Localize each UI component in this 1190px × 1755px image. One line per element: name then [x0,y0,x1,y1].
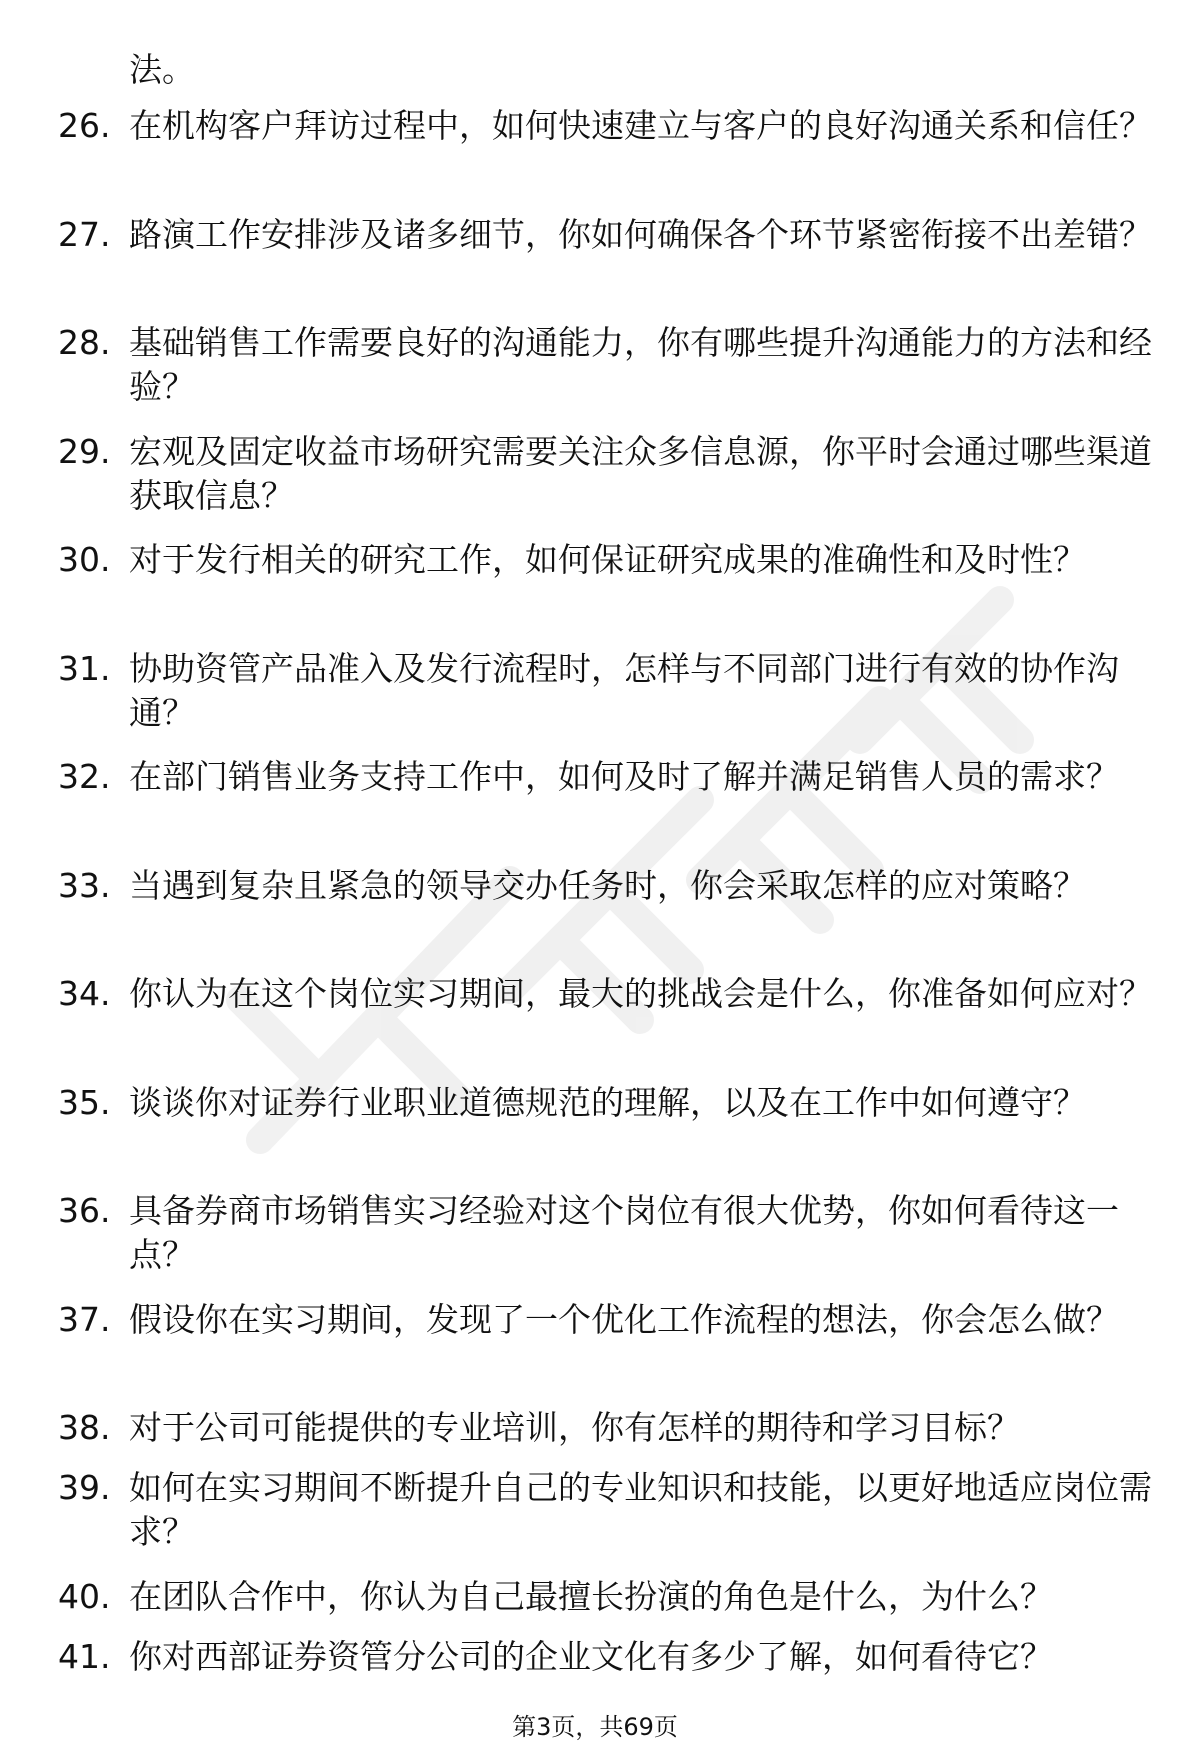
question-item [0,104,1190,213]
question-item [0,1406,1190,1466]
question-number: 36. [58,1191,111,1230]
question-item [0,972,1190,1081]
question-number: 33. [58,865,111,905]
question-text: 协助资管产品准入及发行流程时，怎样与不同部门进行有效的协作沟通？ [129,648,1119,732]
question-item [0,1635,1190,1695]
question-item [0,321,1190,430]
question-item [0,1081,1190,1190]
question-text: 基础销售工作需要良好的沟通能力，你有哪些提升沟通能力的方法和经验？ [129,323,1152,406]
question-text: 如何在实习期间不断提升自己的专业知识和技能，以更好地适应岗位需求？ [129,1468,1152,1551]
question-text: 具备券商市场销售实习经验对这个岗位有很大优势，你如何看待这一点？ [129,1191,1119,1274]
question-text: 你对西部证券资管分公司的企业文化有多少了解，如何看待它？ [129,1636,1053,1676]
question-text: 对于发行相关的研究工作，如何保证研究成果的准确性和及时性？ [129,540,1086,579]
question-text: 谈谈你对证券行业职业道德规范的理解，以及在工作中如何遵守？ [129,1082,1086,1122]
question-number: 38. [58,1408,111,1447]
question-number: 40. [58,1576,111,1616]
question-number: 32. [58,757,111,796]
question-text: 在部门销售业务支持工作中，如何及时了解并满足销售人员的需求？ [129,757,1119,796]
question-list [0,104,1190,1695]
question-text: 假设你在实习期间，发现了一个优化工作流程的想法，你会怎么做？ [129,1299,1119,1339]
question-item [0,647,1190,756]
question-number: 28. [58,323,111,362]
page-footer: 第3页，共69页 [512,1713,678,1741]
question-text: 在团队合作中，你认为自己最擅长扮演的角色是什么，为什么？ [129,1576,1053,1616]
question-number: 37. [58,1299,111,1339]
question-text: 当遇到复杂且紧急的领导交办任务时，你会采取怎样的应对策略？ [129,865,1086,905]
question-item [0,755,1190,864]
question-number: 35. [58,1082,111,1122]
question-number: 26. [58,106,111,145]
question-item [0,864,1190,973]
question-item [0,1298,1190,1407]
question-text: 宏观及固定收益市场研究需要关注众多信息源，你平时会通过哪些渠道获取信息？ [129,431,1152,515]
question-number: 39. [58,1468,111,1507]
question-text: 你认为在这个岗位实习期间，最大的挑战会是什么，你准备如何应对？ [129,974,1152,1013]
question-number: 31. [58,648,111,688]
continuation-text: 法。 [129,50,195,89]
question-number: 41. [58,1636,111,1676]
question-number: 27. [58,214,111,254]
question-number: 29. [58,431,111,471]
question-item [0,1575,1190,1635]
question-text: 在机构客户拜访过程中，如何快速建立与客户的良好沟通关系和信任？ [129,106,1152,145]
question-item [0,1189,1190,1298]
question-text: 对于公司可能提供的专业培训，你有怎样的期待和学习目标？ [129,1408,1020,1447]
question-number: 30. [58,540,111,579]
question-item [0,430,1190,539]
question-number: 34. [58,974,111,1013]
question-item [0,1466,1190,1575]
question-item [0,538,1190,647]
question-text: 路演工作安排涉及诸多细节，你如何确保各个环节紧密衔接不出差错？ [129,214,1152,254]
question-item [0,213,1190,322]
